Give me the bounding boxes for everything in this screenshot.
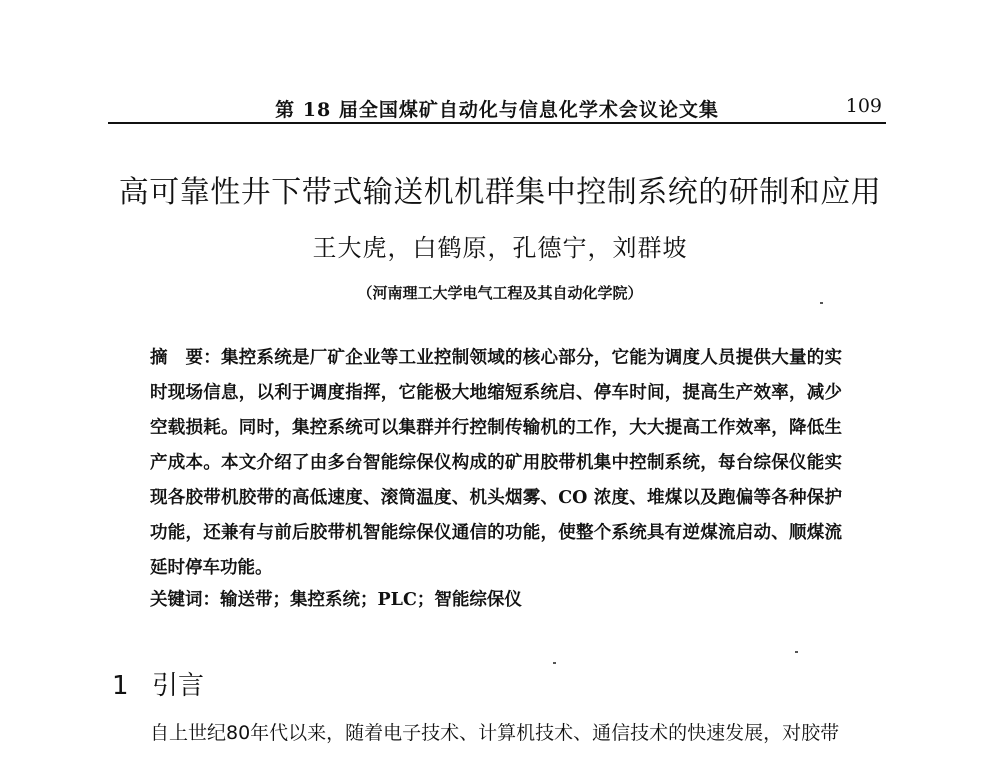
- abstract-label: 摘 要：: [150, 348, 221, 368]
- keywords: [150, 586, 842, 611]
- page-number: 109: [845, 95, 882, 117]
- scan-speck: [795, 651, 798, 653]
- scan-speck: [553, 662, 556, 664]
- paper-title: 高可靠性井下带式输送机机群集中控制系统的研制和应用: [118, 175, 882, 210]
- abstract: [150, 341, 842, 586]
- abstract-text: 集控系统是厂矿企业等工业控制领域的核心部分，它能为调度人员提供大量的实时现场信息，以利于调度指挥，它能极大地缩短系统启、停车时间，提高生产效率，减少空载损耗。同时，集控系统可以集群并行控制传输机的工作，大大提高工作效率，降低生产成本。本文介绍了由多台智能综保仪构成的矿用胶带机集中控制系统，每台综保仪能实现各胶带机胶带的高低速度、滚筒温度、机头烟雾、CO 浓度、堆煤以及跑偏等各种保护功能，还兼有与前后胶带机智能综保仪通信的功能，使整个系统具有逆煤流启动、顺煤流延时停车功能。: [150, 348, 842, 578]
- keywords-text: 输送带；集控系统；PLC；智能综保仪: [220, 590, 522, 610]
- author-list: 王大虎，白鹤原，孔德宁，刘群坡: [312, 234, 688, 262]
- running-header: [108, 92, 886, 124]
- intro-paragraph: 自上世纪80年代以来，随着电子技术、计算机技术、通信技术的快速发展，对胶带: [150, 722, 840, 744]
- keywords-label: 关键词：: [150, 590, 220, 610]
- section-title: 引言: [152, 671, 205, 701]
- affiliation: （河南理工大学电气工程及其自动化学院）: [357, 284, 643, 302]
- section-number: 1: [112, 671, 129, 701]
- section-heading: [112, 665, 204, 702]
- journal-title: 第 18 届全国煤矿自动化与信息化学术会议论文集: [275, 99, 719, 121]
- scan-speck: [820, 302, 823, 304]
